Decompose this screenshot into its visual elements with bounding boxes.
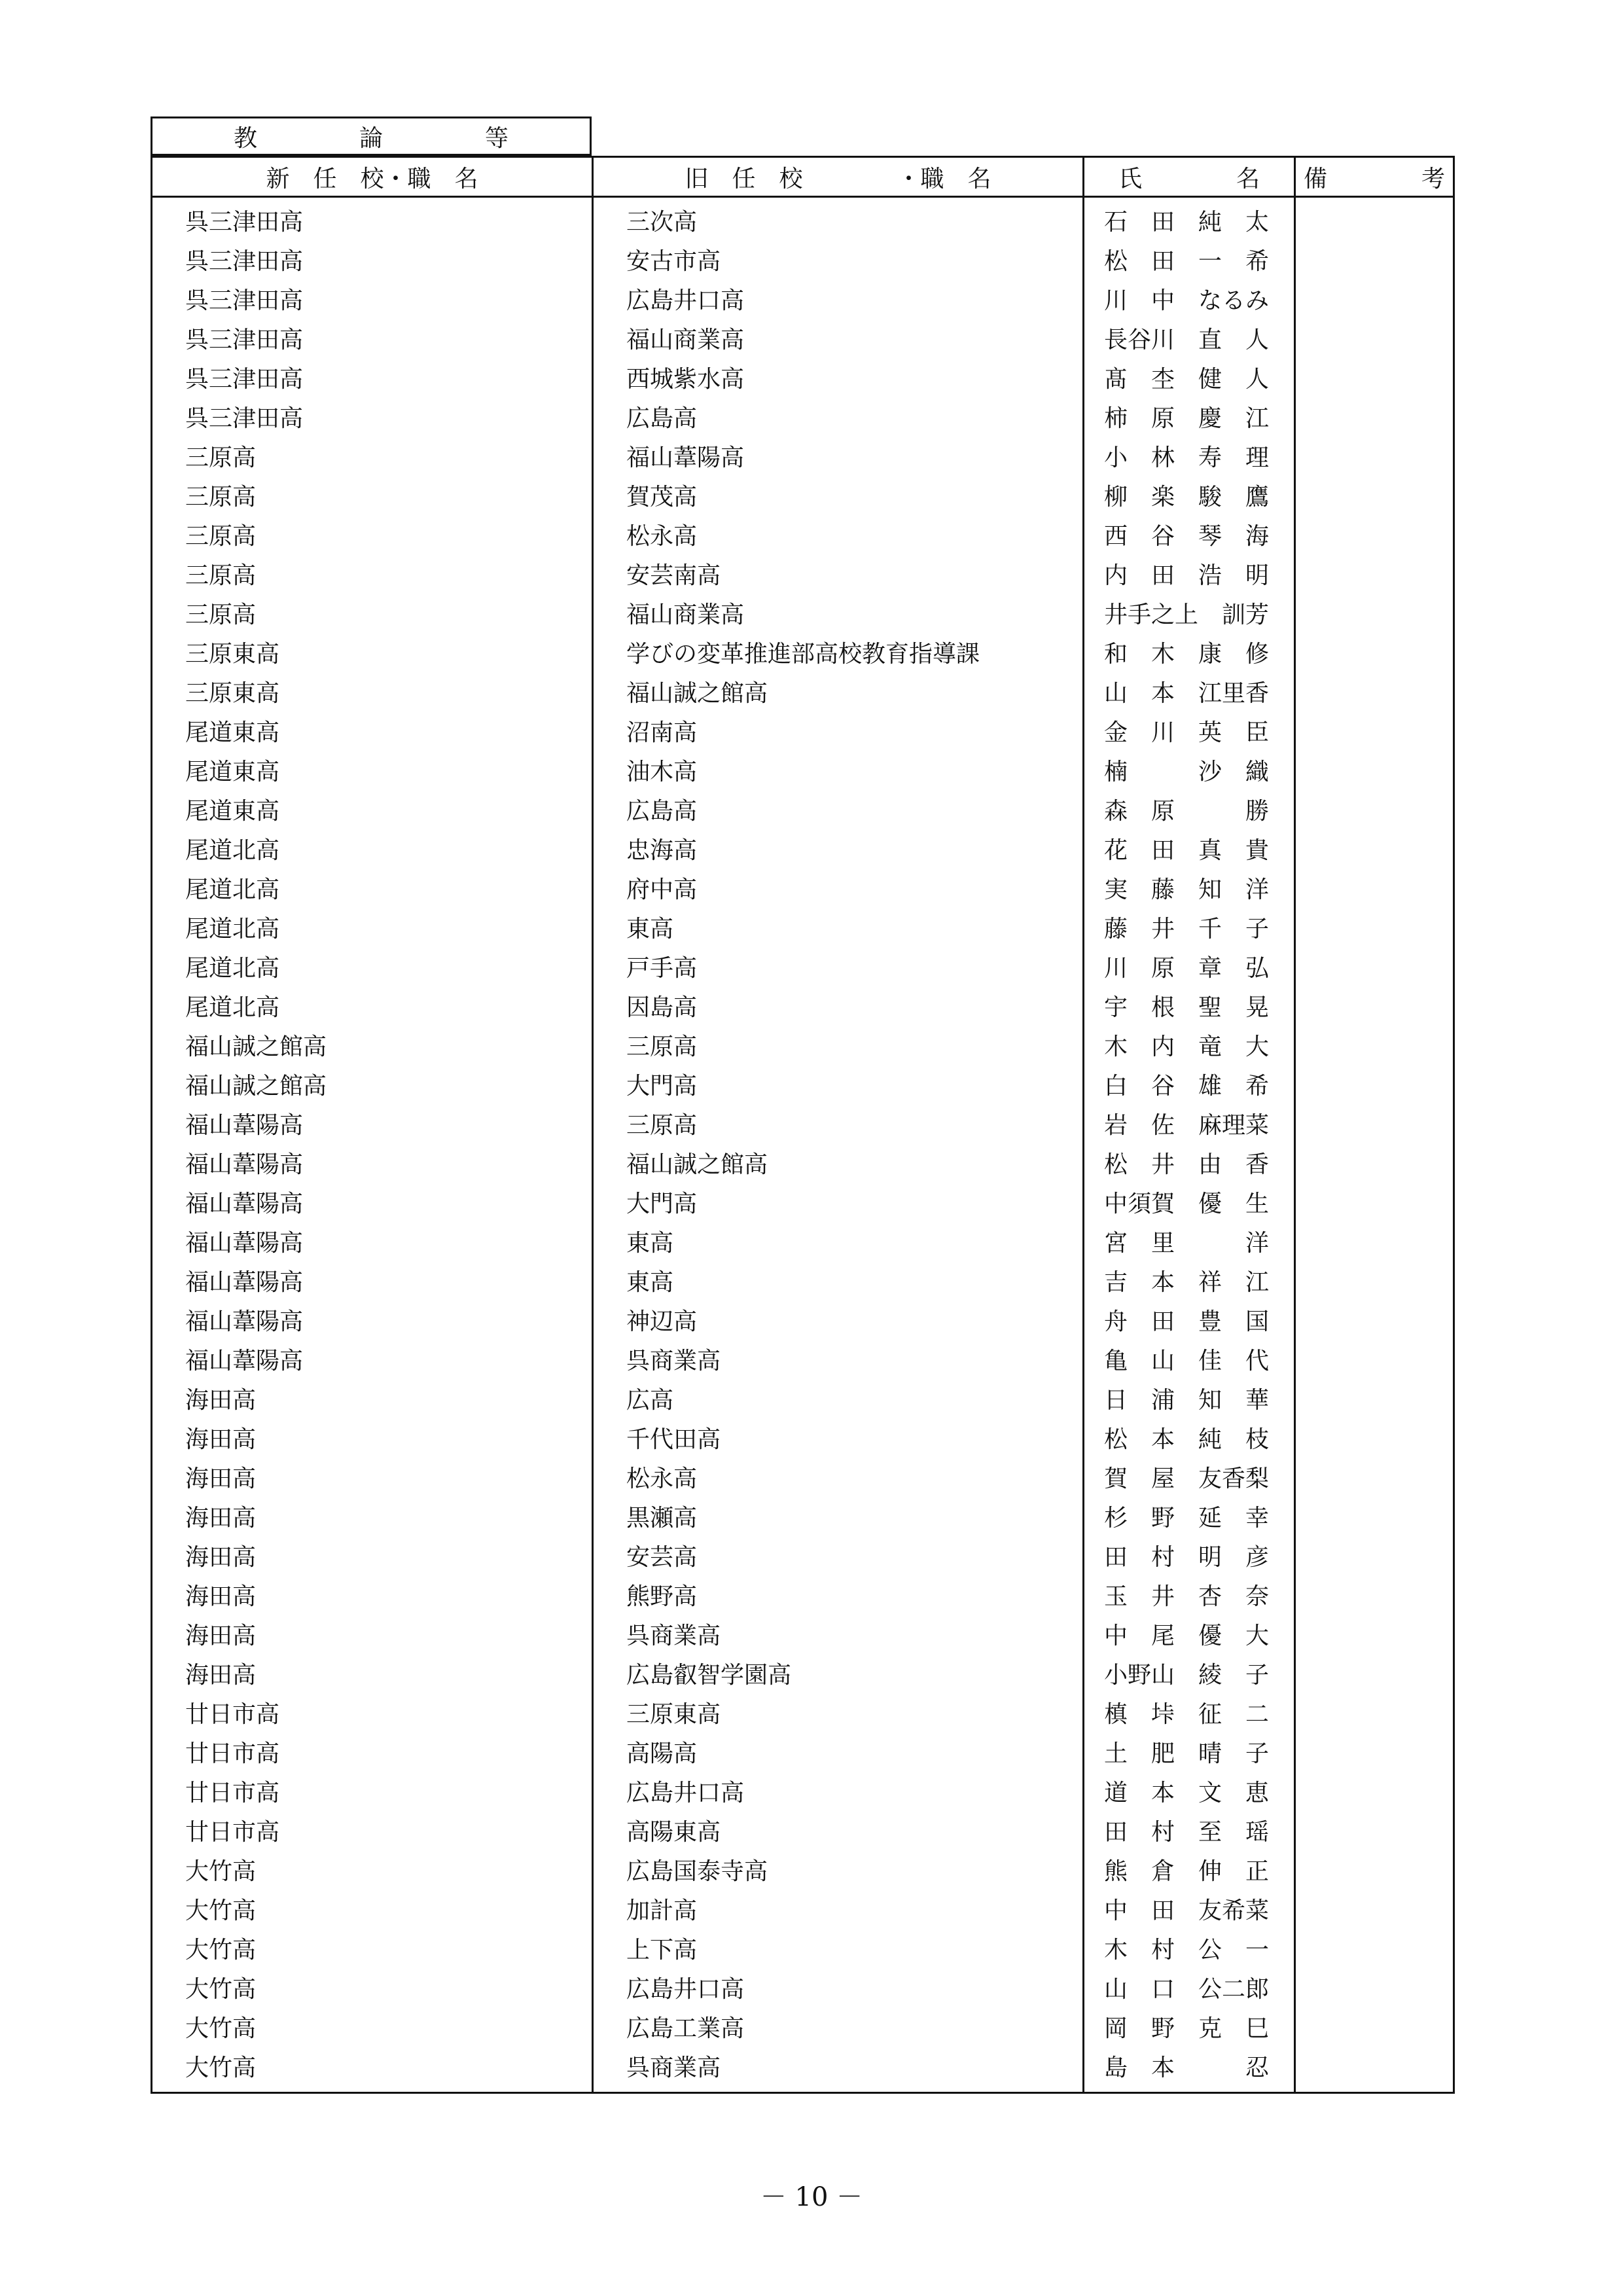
old-school-cell: 呉商業高 bbox=[593, 1614, 1084, 1653]
table-row bbox=[152, 357, 1454, 397]
old-school-cell: 呉商業高 bbox=[593, 1339, 1084, 1378]
note-cell bbox=[1295, 1771, 1454, 1810]
table-row bbox=[152, 1928, 1454, 1967]
name-cell: 藤 井 千 子 bbox=[1084, 907, 1295, 946]
note-cell bbox=[1295, 357, 1454, 397]
note-cell bbox=[1295, 632, 1454, 672]
table-row bbox=[152, 868, 1454, 907]
table-row bbox=[152, 907, 1454, 946]
old-school-cell: 広島叡智学園高 bbox=[593, 1653, 1084, 1693]
old-school-cell: 安古市高 bbox=[593, 240, 1084, 279]
note-cell bbox=[1295, 197, 1454, 240]
table-row bbox=[152, 436, 1454, 475]
table-row bbox=[152, 1103, 1454, 1143]
old-school-cell: 高陽高 bbox=[593, 1732, 1084, 1771]
name-cell: 岡 野 克 巳 bbox=[1084, 2007, 1295, 2046]
new-school-cell: 廿日市高 bbox=[152, 1771, 593, 1810]
note-cell bbox=[1295, 318, 1454, 357]
new-school-cell: 福山葦陽高 bbox=[152, 1339, 593, 1378]
note-cell bbox=[1295, 672, 1454, 711]
new-school-cell: 呉三津田高 bbox=[152, 197, 593, 240]
note-cell bbox=[1295, 1182, 1454, 1221]
table-row bbox=[152, 1064, 1454, 1103]
new-school-cell: 尾道北高 bbox=[152, 986, 593, 1025]
table-row bbox=[152, 1535, 1454, 1575]
old-school-cell: 熊野高 bbox=[593, 1575, 1084, 1614]
new-school-cell: 廿日市高 bbox=[152, 1732, 593, 1771]
old-school-cell: 安芸南高 bbox=[593, 554, 1084, 593]
table-row bbox=[152, 397, 1454, 436]
name-cell: 中須賀 優 生 bbox=[1084, 1182, 1295, 1221]
name-cell: 松 井 由 香 bbox=[1084, 1143, 1295, 1182]
note-cell bbox=[1295, 1143, 1454, 1182]
new-school-cell: 廿日市高 bbox=[152, 1810, 593, 1850]
table-row bbox=[152, 2046, 1454, 2093]
name-cell: 木 内 竜 大 bbox=[1084, 1025, 1295, 1064]
new-school-cell: 尾道北高 bbox=[152, 868, 593, 907]
note-cell bbox=[1295, 1418, 1454, 1457]
table-row bbox=[152, 514, 1454, 554]
name-cell: 楠 沙 織 bbox=[1084, 750, 1295, 789]
name-cell: 西 谷 琴 海 bbox=[1084, 514, 1295, 554]
new-school-cell: 海田高 bbox=[152, 1575, 593, 1614]
name-cell: 玉 井 杏 奈 bbox=[1084, 1575, 1295, 1614]
note-cell bbox=[1295, 1850, 1454, 1889]
name-cell: 亀 山 佳 代 bbox=[1084, 1339, 1295, 1378]
name-cell: 和 木 康 修 bbox=[1084, 632, 1295, 672]
name-cell: 中 尾 優 大 bbox=[1084, 1614, 1295, 1653]
table-row bbox=[152, 2007, 1454, 2046]
old-school-cell: 安芸高 bbox=[593, 1535, 1084, 1575]
new-school-cell: 海田高 bbox=[152, 1457, 593, 1496]
table-row bbox=[152, 1850, 1454, 1889]
name-cell: 杉 野 延 幸 bbox=[1084, 1496, 1295, 1535]
new-school-cell: 海田高 bbox=[152, 1614, 593, 1653]
table-row bbox=[152, 1182, 1454, 1221]
page-number: － 10 － bbox=[760, 2182, 863, 2212]
table-row bbox=[152, 946, 1454, 986]
new-school-cell: 三原東高 bbox=[152, 672, 593, 711]
name-cell: 柿 原 慶 江 bbox=[1084, 397, 1295, 436]
table-row bbox=[152, 711, 1454, 750]
new-school-cell: 福山葦陽高 bbox=[152, 1143, 593, 1182]
old-school-cell: 油木高 bbox=[593, 750, 1084, 789]
note-cell bbox=[1295, 554, 1454, 593]
new-school-cell: 大竹高 bbox=[152, 1967, 593, 2007]
new-school-cell: 福山葦陽高 bbox=[152, 1221, 593, 1261]
table-row bbox=[152, 1614, 1454, 1653]
table-row bbox=[152, 789, 1454, 829]
table-row bbox=[152, 1261, 1454, 1300]
old-school-cell: 三原高 bbox=[593, 1103, 1084, 1143]
note-cell bbox=[1295, 711, 1454, 750]
new-school-cell: 尾道東高 bbox=[152, 750, 593, 789]
new-school-cell: 海田高 bbox=[152, 1378, 593, 1418]
note-cell bbox=[1295, 240, 1454, 279]
name-cell: 小野山 綾 子 bbox=[1084, 1653, 1295, 1693]
table-row bbox=[152, 1025, 1454, 1064]
name-cell: 宇 根 聖 晃 bbox=[1084, 986, 1295, 1025]
name-cell: 島 本 忍 bbox=[1084, 2046, 1295, 2093]
note-cell bbox=[1295, 2007, 1454, 2046]
new-school-cell: 大竹高 bbox=[152, 1889, 593, 1928]
new-school-cell: 呉三津田高 bbox=[152, 397, 593, 436]
note-cell bbox=[1295, 1221, 1454, 1261]
name-cell: 石 田 純 太 bbox=[1084, 197, 1295, 240]
old-school-cell: 広島工業高 bbox=[593, 2007, 1084, 2046]
table-row bbox=[152, 1771, 1454, 1810]
note-cell bbox=[1295, 946, 1454, 986]
old-school-cell: 西城紫水高 bbox=[593, 357, 1084, 397]
new-school-cell: 大竹高 bbox=[152, 1850, 593, 1889]
name-cell: 松 田 一 希 bbox=[1084, 240, 1295, 279]
table-row bbox=[152, 1693, 1454, 1732]
name-cell: 宮 里 洋 bbox=[1084, 1221, 1295, 1261]
old-school-cell: 三原東高 bbox=[593, 1693, 1084, 1732]
note-cell bbox=[1295, 2046, 1454, 2093]
table-row bbox=[152, 1221, 1454, 1261]
table-row bbox=[152, 1496, 1454, 1535]
note-cell bbox=[1295, 829, 1454, 868]
note-cell bbox=[1295, 1614, 1454, 1653]
old-school-cell: 因島高 bbox=[593, 986, 1084, 1025]
name-cell: 日 浦 知 華 bbox=[1084, 1378, 1295, 1418]
note-cell bbox=[1295, 1810, 1454, 1850]
table-row bbox=[152, 1300, 1454, 1339]
note-cell bbox=[1295, 1653, 1454, 1693]
note-cell bbox=[1295, 436, 1454, 475]
note-cell bbox=[1295, 986, 1454, 1025]
note-cell bbox=[1295, 907, 1454, 946]
old-school-cell: 広高 bbox=[593, 1378, 1084, 1418]
new-school-cell: 海田高 bbox=[152, 1418, 593, 1457]
name-cell: 内 田 浩 明 bbox=[1084, 554, 1295, 593]
new-school-cell: 三原東高 bbox=[152, 632, 593, 672]
header-note: 備 考 bbox=[1295, 157, 1454, 197]
table-body bbox=[152, 197, 1454, 2093]
old-school-cell: 広島井口高 bbox=[593, 1967, 1084, 2007]
new-school-cell: 呉三津田高 bbox=[152, 318, 593, 357]
old-school-cell: 広島国泰寺高 bbox=[593, 1850, 1084, 1889]
table-row bbox=[152, 1339, 1454, 1378]
name-cell: 柳 楽 駿 鷹 bbox=[1084, 475, 1295, 514]
name-cell: 花 田 真 貴 bbox=[1084, 829, 1295, 868]
note-cell bbox=[1295, 1103, 1454, 1143]
note-cell bbox=[1295, 1261, 1454, 1300]
name-cell: 岩 佐 麻理菜 bbox=[1084, 1103, 1295, 1143]
note-cell bbox=[1295, 1300, 1454, 1339]
name-cell: 中 田 友希菜 bbox=[1084, 1889, 1295, 1928]
new-school-cell: 大竹高 bbox=[152, 1928, 593, 1967]
old-school-cell: 東高 bbox=[593, 907, 1084, 946]
table-row bbox=[152, 593, 1454, 632]
new-school-cell: 海田高 bbox=[152, 1535, 593, 1575]
new-school-cell: 大竹高 bbox=[152, 2007, 593, 2046]
old-school-cell: 三原高 bbox=[593, 1025, 1084, 1064]
note-cell bbox=[1295, 1575, 1454, 1614]
name-cell: 吉 本 祥 江 bbox=[1084, 1261, 1295, 1300]
name-cell: 松 本 純 枝 bbox=[1084, 1418, 1295, 1457]
new-school-cell: 福山葦陽高 bbox=[152, 1261, 593, 1300]
name-cell: 長谷川 直 人 bbox=[1084, 318, 1295, 357]
name-cell: 土 肥 晴 子 bbox=[1084, 1732, 1295, 1771]
old-school-cell: 広島井口高 bbox=[593, 1771, 1084, 1810]
name-cell: 山 口 公二郎 bbox=[1084, 1967, 1295, 2007]
table-row bbox=[152, 1457, 1454, 1496]
name-cell: 小 林 寿 理 bbox=[1084, 436, 1295, 475]
old-school-cell: 福山葦陽高 bbox=[593, 436, 1084, 475]
new-school-cell: 尾道北高 bbox=[152, 946, 593, 986]
header-name: 氏 名 bbox=[1084, 157, 1295, 197]
old-school-cell: 忠海高 bbox=[593, 829, 1084, 868]
note-cell bbox=[1295, 1025, 1454, 1064]
new-school-cell: 尾道東高 bbox=[152, 789, 593, 829]
header-new-school: 新 任 校・職 名 bbox=[152, 157, 593, 197]
old-school-cell: 黒瀬高 bbox=[593, 1496, 1084, 1535]
header-old-school: 旧 任 校 ・職 名 bbox=[593, 157, 1084, 197]
new-school-cell: 福山誠之館高 bbox=[152, 1064, 593, 1103]
old-school-cell: 賀茂高 bbox=[593, 475, 1084, 514]
new-school-cell: 尾道北高 bbox=[152, 907, 593, 946]
old-school-cell: 松永高 bbox=[593, 1457, 1084, 1496]
note-cell bbox=[1295, 868, 1454, 907]
table-row bbox=[152, 1653, 1454, 1693]
note-cell bbox=[1295, 1064, 1454, 1103]
new-school-cell: 大竹高 bbox=[152, 2046, 593, 2093]
table-row bbox=[152, 1889, 1454, 1928]
old-school-cell: 広島高 bbox=[593, 397, 1084, 436]
table-row bbox=[152, 1143, 1454, 1182]
old-school-cell: 学びの変革推進部高校教育指導課 bbox=[593, 632, 1084, 672]
name-cell: 川 原 章 弘 bbox=[1084, 946, 1295, 986]
note-cell bbox=[1295, 475, 1454, 514]
name-cell: 田 村 至 瑶 bbox=[1084, 1810, 1295, 1850]
name-cell: 木 村 公 一 bbox=[1084, 1928, 1295, 1967]
table-row bbox=[152, 318, 1454, 357]
name-cell: 山 本 江里香 bbox=[1084, 672, 1295, 711]
old-school-cell: 福山誠之館高 bbox=[593, 1143, 1084, 1182]
table-row bbox=[152, 829, 1454, 868]
new-school-cell: 三原高 bbox=[152, 475, 593, 514]
table-row bbox=[152, 1575, 1454, 1614]
old-school-cell: 高陽東高 bbox=[593, 1810, 1084, 1850]
name-cell: 道 本 文 恵 bbox=[1084, 1771, 1295, 1810]
old-school-cell: 上下高 bbox=[593, 1928, 1084, 1967]
old-school-cell: 東高 bbox=[593, 1221, 1084, 1261]
category-label: 教 論 等 bbox=[151, 117, 592, 156]
new-school-cell: 三原高 bbox=[152, 554, 593, 593]
note-cell bbox=[1295, 1496, 1454, 1535]
new-school-cell: 呉三津田高 bbox=[152, 240, 593, 279]
new-school-cell: 廿日市高 bbox=[152, 1693, 593, 1732]
table-row bbox=[152, 197, 1454, 240]
table-row bbox=[152, 1810, 1454, 1850]
name-cell: 金 川 英 臣 bbox=[1084, 711, 1295, 750]
old-school-cell: 広島高 bbox=[593, 789, 1084, 829]
note-cell bbox=[1295, 1457, 1454, 1496]
table-row bbox=[152, 1732, 1454, 1771]
new-school-cell: 福山葦陽高 bbox=[152, 1300, 593, 1339]
name-cell: 田 村 明 彦 bbox=[1084, 1535, 1295, 1575]
new-school-cell: 三原高 bbox=[152, 436, 593, 475]
old-school-cell: 大門高 bbox=[593, 1182, 1084, 1221]
new-school-cell: 尾道北高 bbox=[152, 829, 593, 868]
old-school-cell: 神辺高 bbox=[593, 1300, 1084, 1339]
old-school-cell: 千代田高 bbox=[593, 1418, 1084, 1457]
name-cell: 槙 垰 征 二 bbox=[1084, 1693, 1295, 1732]
old-school-cell: 加計高 bbox=[593, 1889, 1084, 1928]
table-row bbox=[152, 1418, 1454, 1457]
personnel-table bbox=[151, 156, 1455, 2094]
new-school-cell: 三原高 bbox=[152, 514, 593, 554]
new-school-cell: 海田高 bbox=[152, 1496, 593, 1535]
note-cell bbox=[1295, 514, 1454, 554]
note-cell bbox=[1295, 593, 1454, 632]
old-school-cell: 府中高 bbox=[593, 868, 1084, 907]
table-row bbox=[152, 475, 1454, 514]
new-school-cell: 福山誠之館高 bbox=[152, 1025, 593, 1064]
note-cell bbox=[1295, 1967, 1454, 2007]
note-cell bbox=[1295, 1693, 1454, 1732]
old-school-cell: 福山商業高 bbox=[593, 593, 1084, 632]
name-cell: 川 中 なるみ bbox=[1084, 279, 1295, 318]
new-school-cell: 海田高 bbox=[152, 1653, 593, 1693]
table-row bbox=[152, 986, 1454, 1025]
old-school-cell: 広島井口高 bbox=[593, 279, 1084, 318]
old-school-cell: 三次高 bbox=[593, 197, 1084, 240]
note-cell bbox=[1295, 1889, 1454, 1928]
note-cell bbox=[1295, 1732, 1454, 1771]
old-school-cell: 東高 bbox=[593, 1261, 1084, 1300]
note-cell bbox=[1295, 789, 1454, 829]
name-cell: 森 原 勝 bbox=[1084, 789, 1295, 829]
table-row bbox=[152, 279, 1454, 318]
note-cell bbox=[1295, 1535, 1454, 1575]
old-school-cell: 福山誠之館高 bbox=[593, 672, 1084, 711]
note-cell bbox=[1295, 1928, 1454, 1967]
new-school-cell: 三原高 bbox=[152, 593, 593, 632]
name-cell: 白 谷 雄 希 bbox=[1084, 1064, 1295, 1103]
name-cell: 熊 倉 伸 正 bbox=[1084, 1850, 1295, 1889]
name-cell: 賀 屋 友香梨 bbox=[1084, 1457, 1295, 1496]
old-school-cell: 沼南高 bbox=[593, 711, 1084, 750]
table-row bbox=[152, 672, 1454, 711]
table-row bbox=[152, 750, 1454, 789]
table-row bbox=[152, 1378, 1454, 1418]
new-school-cell: 呉三津田高 bbox=[152, 279, 593, 318]
note-cell bbox=[1295, 750, 1454, 789]
old-school-cell: 松永高 bbox=[593, 514, 1084, 554]
table-row bbox=[152, 1967, 1454, 2007]
name-cell: 実 藤 知 洋 bbox=[1084, 868, 1295, 907]
note-cell bbox=[1295, 1378, 1454, 1418]
name-cell: 井手之上 訓芳 bbox=[1084, 593, 1295, 632]
new-school-cell: 尾道東高 bbox=[152, 711, 593, 750]
name-cell: 舟 田 豊 国 bbox=[1084, 1300, 1295, 1339]
table-row bbox=[152, 632, 1454, 672]
table-row bbox=[152, 240, 1454, 279]
note-cell bbox=[1295, 1339, 1454, 1378]
old-school-cell: 呉商業高 bbox=[593, 2046, 1084, 2093]
note-cell bbox=[1295, 397, 1454, 436]
new-school-cell: 呉三津田高 bbox=[152, 357, 593, 397]
new-school-cell: 福山葦陽高 bbox=[152, 1182, 593, 1221]
old-school-cell: 福山商業高 bbox=[593, 318, 1084, 357]
new-school-cell: 福山葦陽高 bbox=[152, 1103, 593, 1143]
table-header-row bbox=[152, 157, 1454, 197]
name-cell: 髙 杢 健 人 bbox=[1084, 357, 1295, 397]
old-school-cell: 大門高 bbox=[593, 1064, 1084, 1103]
old-school-cell: 戸手高 bbox=[593, 946, 1084, 986]
note-cell bbox=[1295, 279, 1454, 318]
table-row bbox=[152, 554, 1454, 593]
